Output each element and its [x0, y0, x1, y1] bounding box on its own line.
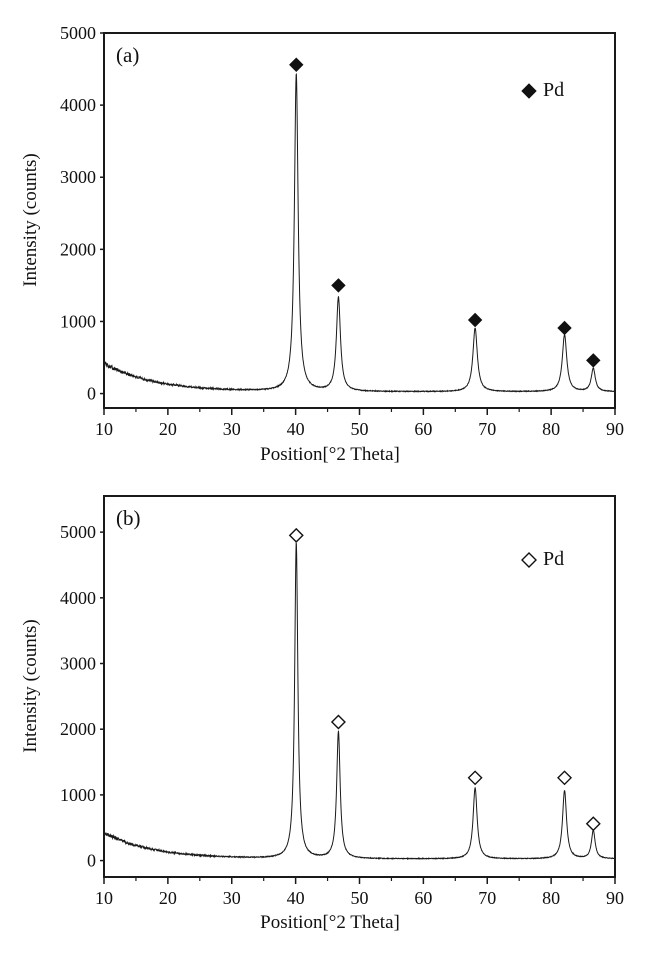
panel-a-plot: [60, 23, 624, 439]
x-tick-label: 40: [286, 419, 305, 439]
pd-peak-marker-diamond-icon: [332, 715, 345, 728]
x-tick-label: 70: [478, 888, 497, 908]
y-tick-label: 1000: [60, 784, 96, 805]
x-tick-label: 30: [222, 888, 241, 908]
panel-b-plot: [60, 496, 624, 908]
panel-a-x-axis-title: Position[°2 Theta]: [260, 444, 400, 465]
y-tick-label: 3000: [60, 653, 96, 674]
y-tick-label: 3000: [60, 167, 96, 188]
pd-peak-marker-diamond-icon: [469, 314, 482, 327]
x-tick-label: 50: [350, 888, 369, 908]
x-tick-label: 20: [158, 419, 177, 439]
y-tick-label: 1000: [60, 311, 96, 332]
x-tick-label: 80: [542, 419, 561, 439]
panel-b-y-axis-title: Intensity (counts): [20, 619, 41, 753]
x-tick-label: 10: [95, 419, 113, 439]
x-tick-label: 50: [350, 419, 369, 439]
panel-b-xrd-curve: [104, 543, 615, 859]
y-tick-label: 5000: [60, 522, 96, 543]
y-tick-label: 4000: [60, 95, 96, 116]
x-tick-label: 70: [478, 419, 497, 439]
y-tick-label: 2000: [60, 239, 96, 260]
x-tick-label: 90: [606, 419, 624, 439]
x-tick-label: 80: [542, 888, 561, 908]
y-tick-label: 4000: [60, 587, 96, 608]
pd-peak-marker-diamond-icon: [587, 817, 600, 830]
pd-peak-marker-diamond-icon: [558, 321, 571, 334]
x-tick-label: 60: [414, 888, 433, 908]
x-tick-label: 60: [414, 419, 433, 439]
panel-a-legend-label: Pd: [543, 79, 565, 101]
x-tick-label: 20: [158, 888, 177, 908]
y-tick-label: 2000: [60, 719, 96, 740]
panel-b-legend-diamond-icon: [522, 553, 536, 567]
panel-a-xrd-curve: [104, 74, 615, 391]
y-tick-label: 0: [87, 850, 96, 871]
y-tick-label: 0: [87, 383, 96, 404]
panel-b-x-axis-title: Position[°2 Theta]: [260, 912, 400, 933]
pd-peak-marker-diamond-icon: [332, 279, 345, 292]
panel-a-frame: [104, 33, 615, 408]
pd-peak-marker-diamond-icon: [290, 529, 303, 542]
pd-peak-marker-diamond-icon: [290, 58, 303, 71]
panel-b-legend-label: Pd: [543, 548, 565, 570]
panel-a-label: (a): [116, 43, 140, 67]
panel-b-label: (b): [116, 506, 141, 530]
panel-a-y-axis-title: Intensity (counts): [20, 153, 41, 287]
panel-b-frame: [104, 496, 615, 877]
x-tick-label: 40: [286, 888, 305, 908]
x-tick-label: 30: [222, 419, 241, 439]
x-tick-label: 10: [95, 888, 113, 908]
x-tick-label: 90: [606, 888, 624, 908]
pd-peak-marker-diamond-icon: [469, 771, 482, 784]
pd-peak-marker-diamond-icon: [587, 354, 600, 367]
y-tick-label: 5000: [60, 23, 96, 43]
panel-a-legend-diamond-icon: [522, 84, 536, 98]
pd-peak-marker-diamond-icon: [558, 771, 571, 784]
